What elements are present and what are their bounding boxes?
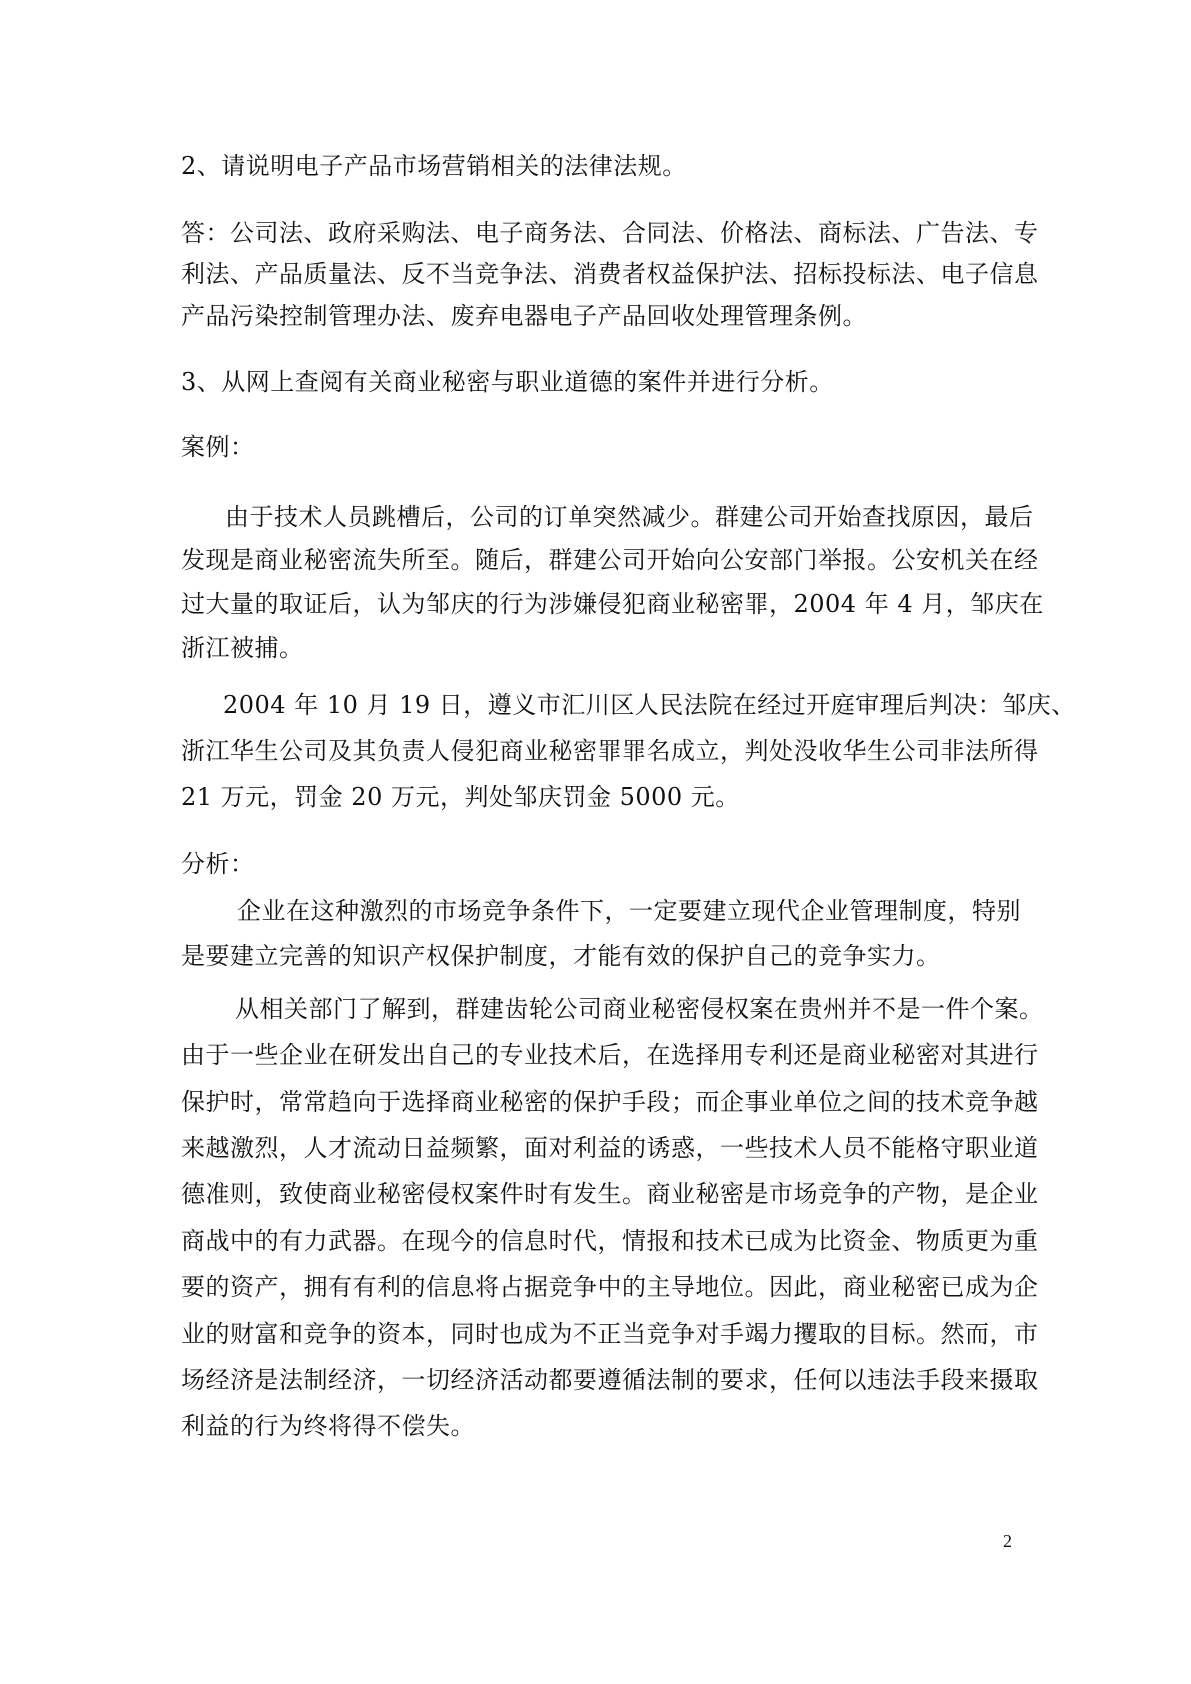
analysis-paragraph-line: 保护时，常常趋向于选择商业秘密的保护手段；而企事业单位之间的技术竞争越 [181,1088,1039,1116]
case-paragraph-line: 21 万元，罚金 20 万元，判处邹庆罚金 5000 元。 [181,783,740,811]
question-2-answer-line: 利法、产品质量法、反不当竞争法、消费者权益保护法、招标投标法、电子信息 [181,260,1039,288]
question-2-heading: 2、请说明电子产品市场营销相关的法律法规。 [181,152,687,180]
question-2-answer-line: 产品污染控制管理办法、废弃电器电子产品回收处理管理条例。 [181,302,867,330]
analysis-paragraph-line: 场经济是法制经济，一切经济活动都要遵循法制的要求，任何以违法手段来摄取 [181,1366,1039,1394]
case-paragraph-line: 过大量的取证后，认为邹庆的行为涉嫌侵犯商业秘密罪，2004 年 4 月，邹庆在 [181,590,1044,618]
analysis-paragraph-line: 企业在这种激烈的市场竞争条件下，一定要建立现代企业管理制度，特别 [237,897,1021,925]
case-paragraph-line: 由于技术人员跳槽后，公司的订单突然减少。群建公司开始查找原因，最后 [225,503,1034,531]
case-paragraph-line: 浙江华生公司及其负责人侵犯商业秘密罪罪名成立，判处没收华生公司非法所得 [181,737,1039,765]
page-number: 2 [1003,1531,1012,1551]
case-paragraph-line: 2004 年 10 月 19 日，遵义市汇川区人民法院在经过开庭审理后判决：邹庆、 [223,691,1076,719]
case-paragraph-line: 浙江被捕。 [181,634,304,662]
analysis-paragraph-line: 德准则，致使商业秘密侵权案件时有发生。商业秘密是市场竞争的产物，是企业 [181,1180,1039,1208]
case-paragraph-line: 发现是商业秘密流失所至。随后，群建公司开始向公安部门举报。公安机关在经 [181,546,1039,574]
analysis-paragraph-line: 商战中的有力武器。在现今的信息时代，情报和技术已成为比资金、物质更为重 [181,1227,1039,1255]
question-2-answer-line: 答：公司法、政府采购法、电子商务法、合同法、价格法、商标法、广告法、专 [181,219,1039,247]
analysis-paragraph-line: 来越激烈，人才流动日益频繁，面对利益的诱惑，一些技术人员不能格守职业道 [181,1134,1039,1162]
analysis-paragraph-line: 由于一些企业在研发出自己的专业技术后，在选择用专利还是商业秘密对其进行 [181,1041,1039,1069]
analysis-paragraph-line: 要的资产，拥有有利的信息将占据竞争中的主导地位。因此，商业秘密已成为企 [181,1273,1039,1301]
analysis-paragraph-line: 是要建立完善的知识产权保护制度，才能有效的保护自己的竞争实力。 [181,942,941,970]
question-3-heading: 3、从网上查阅有关商业秘密与职业道德的案件并进行分析。 [181,368,834,396]
analysis-label: 分析： [181,850,255,878]
analysis-paragraph-line: 业的财富和竞争的资本，同时也成为不正当竞争对手竭力攫取的目标。然而，市 [181,1320,1039,1348]
analysis-paragraph-line: 从相关部门了解到，群建齿轮公司商业秘密侵权案在贵州并不是一件个案。 [235,995,1044,1023]
case-label: 案例： [181,433,255,461]
analysis-paragraph-line: 利益的行为终将得不偿失。 [181,1412,475,1440]
